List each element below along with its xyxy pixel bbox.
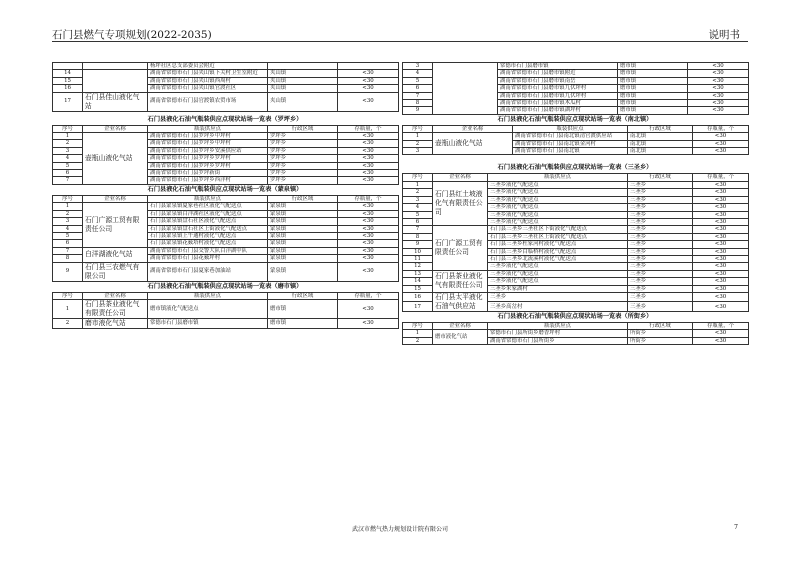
table-cell: 湖南省常德市石门县夹山镇西周村 bbox=[148, 77, 268, 84]
table-cell: <30 bbox=[338, 299, 399, 318]
table-cell: 湖南省常德市石门县罗坪乡中坪村 bbox=[148, 140, 268, 147]
table-cell: 2 bbox=[53, 318, 83, 328]
table-row bbox=[53, 133, 399, 140]
table-cell: <30 bbox=[338, 247, 399, 254]
table-cell: 夹山镇 bbox=[268, 85, 338, 92]
table-cell: 夹山镇 bbox=[268, 77, 338, 84]
table-cell: 三圣乡液化气配送点 bbox=[488, 263, 628, 270]
table-cell: 所街乡 bbox=[628, 337, 693, 344]
table-cell: 磨市液化气站 bbox=[83, 318, 148, 328]
table-row bbox=[53, 70, 399, 77]
moshi-cont-table bbox=[402, 62, 749, 115]
table-cell: 湖南省常德市石门县夏家巷加油站 bbox=[148, 262, 268, 281]
table-cell: 三圣乡 bbox=[628, 255, 693, 262]
column-header: 存瓶量，个 bbox=[693, 322, 749, 329]
table-cell: 5 bbox=[53, 162, 83, 169]
table-cell: 三圣乡 bbox=[628, 292, 693, 302]
table-cell: <30 bbox=[688, 70, 749, 77]
table-cell: 石门县三圣乡三圣社区上街液化气配送点 bbox=[488, 233, 628, 240]
column-header: 存瓶量，个 bbox=[338, 292, 399, 299]
table-cell: 湖南省常德市石门县磨市镇湖坪村 bbox=[498, 107, 618, 114]
table-cell: 壶瓶山液化气站 bbox=[433, 133, 513, 155]
table-cell: 罗坪乡 bbox=[268, 147, 338, 154]
table-cell: 6 bbox=[53, 170, 83, 177]
table-cell: 3 bbox=[53, 218, 83, 225]
column-header: 瓶装供应点 bbox=[488, 322, 628, 329]
table-cell: 磨市镇 bbox=[618, 92, 688, 99]
table-cell: <30 bbox=[338, 85, 399, 92]
table-cell: 15 bbox=[53, 77, 83, 84]
table-cell: 湖南省常德市石门县磨市镇九伏坪村 bbox=[498, 92, 618, 99]
table-cell: 湖南省常德市石门县官渡镇农贸市场 bbox=[148, 92, 268, 111]
table-cell: 罗坪乡 bbox=[268, 155, 338, 162]
column-header: 企业名称 bbox=[433, 174, 488, 181]
table-cell: 4 bbox=[403, 70, 433, 77]
table-cell: 磨市镇 bbox=[618, 100, 688, 107]
table-cell: 湖南省常德市石门县花薮坪村 bbox=[148, 255, 268, 262]
table-cell: 石门县佳山液化气站 bbox=[83, 92, 148, 111]
table-cell: <30 bbox=[338, 140, 399, 147]
table-cell: 罗坪乡 bbox=[268, 170, 338, 177]
table-cell: 湖南省常德市石门县南北镇金河村 bbox=[513, 140, 628, 147]
table-cell: <30 bbox=[338, 225, 399, 232]
table-cell: 石门县三圣乡杜家河村液化气配送点 bbox=[488, 241, 628, 248]
table-cell: <30 bbox=[693, 181, 749, 188]
table-cell: 南北镇 bbox=[628, 140, 693, 147]
table-cell: 1 bbox=[403, 181, 433, 188]
table-cell: 7 bbox=[53, 177, 83, 184]
table-cell: 罗坪乡 bbox=[268, 133, 338, 140]
moshi-title: 石门县液化石油气瓶装供应点现状站场一览表（磨市镇） bbox=[147, 282, 303, 290]
table-cell: 湖南省常德市石门县夹山镇官渡社区 bbox=[148, 85, 268, 92]
table-cell: 三圣乡液化气配送点 bbox=[488, 278, 628, 285]
table-cell: 5 bbox=[403, 211, 433, 218]
table-cell: 15 bbox=[403, 285, 433, 292]
table-cell: 1 bbox=[53, 133, 83, 140]
table-cell: <30 bbox=[693, 189, 749, 196]
table-cell: 白洋湖液化气站 bbox=[83, 247, 148, 262]
table-cell: 三圣乡 bbox=[628, 181, 693, 188]
table-cell: <30 bbox=[338, 218, 399, 225]
table-cell: 湖南省常德市石门县磨市镇九伏坪村 bbox=[498, 85, 618, 92]
table-cell: 2 bbox=[403, 337, 433, 344]
table-cell: 三圣乡液化气配送点 bbox=[488, 211, 628, 218]
table-cell: 蒙泉镇 bbox=[268, 203, 338, 210]
table-cell bbox=[83, 63, 148, 70]
table-cell: 5 bbox=[403, 77, 433, 84]
table-cell: <30 bbox=[693, 255, 749, 262]
table-cell: 14 bbox=[403, 278, 433, 285]
table-cell: 石门县三农燃气有限公司 bbox=[83, 262, 148, 281]
table-cell: 蒙泉镇 bbox=[268, 262, 338, 281]
table-cell: <30 bbox=[688, 107, 749, 114]
table-cell: 磨市镇 bbox=[618, 77, 688, 84]
table-cell: 7 bbox=[403, 226, 433, 233]
table-cell: 三圣乡 bbox=[628, 204, 693, 211]
table-cell: <30 bbox=[693, 248, 749, 255]
column-header: 序号 bbox=[53, 195, 83, 202]
table-cell: 所街乡 bbox=[628, 330, 693, 337]
moshi-table bbox=[52, 292, 399, 329]
table-cell: 湖南省常德市石门县罗坪乡罗坪村 bbox=[148, 162, 268, 169]
table-cell: <30 bbox=[693, 278, 749, 285]
table-row bbox=[53, 292, 399, 299]
column-header: 瓶装供应点 bbox=[488, 174, 628, 181]
table-cell: 3 bbox=[403, 63, 433, 70]
section-label: 说明书 bbox=[708, 29, 740, 41]
table-cell: 石门广源工贸有限责任公司 bbox=[433, 226, 488, 270]
column-header: 瓶装供应点 bbox=[513, 125, 628, 132]
table-cell: <30 bbox=[338, 170, 399, 177]
table-cell: 石门县蒙泉镇夏家巷社区液化气配送点 bbox=[148, 203, 268, 210]
table-cell: 2 bbox=[403, 140, 433, 147]
column-header: 序号 bbox=[53, 292, 83, 299]
table-cell: 1 bbox=[53, 299, 83, 318]
table-cell: 磨市镇 bbox=[268, 299, 338, 318]
table-cell: 三圣乡 bbox=[628, 226, 693, 233]
column-header: 行政区域 bbox=[628, 174, 693, 181]
table-cell: 磨市镇 bbox=[618, 70, 688, 77]
column-header: 存瓶量，个 bbox=[338, 125, 399, 132]
column-header: 存瓶量，个 bbox=[693, 174, 749, 181]
table-cell: <30 bbox=[338, 147, 399, 154]
column-header: 企业名称 bbox=[433, 322, 488, 329]
table-cell bbox=[338, 63, 399, 70]
column-header: 行政区域 bbox=[628, 125, 693, 132]
table-cell: <30 bbox=[693, 133, 749, 140]
column-header: 企业名称 bbox=[83, 195, 148, 202]
table-cell: 湖南省常德市石门县南北镇清官渡供应站 bbox=[513, 133, 628, 140]
table-cell: <30 bbox=[338, 262, 399, 281]
table-cell: <30 bbox=[693, 233, 749, 240]
table-cell: <30 bbox=[338, 318, 399, 328]
table-cell: 4 bbox=[53, 225, 83, 232]
table-cell: 17 bbox=[403, 302, 433, 312]
table-cell: 三圣乡液化气配送点 bbox=[488, 270, 628, 277]
column-header: 行政区域 bbox=[628, 322, 693, 329]
table-cell: 常德市石门县磨市镇 bbox=[498, 63, 618, 70]
column-header: 企业名称 bbox=[83, 292, 148, 299]
table-cell: <30 bbox=[688, 92, 749, 99]
table-cell: 壶瓶山液化气站 bbox=[83, 133, 148, 185]
table-cell: 夹山镇 bbox=[268, 92, 338, 111]
table-cell: 三圣乡 bbox=[628, 233, 693, 240]
table-row bbox=[53, 195, 399, 202]
table-cell: <30 bbox=[693, 211, 749, 218]
left-column bbox=[52, 62, 398, 329]
nanbei-table bbox=[402, 125, 749, 156]
table-cell: 石门县茶业液化气有限责任公司 bbox=[433, 270, 488, 292]
table-cell: <30 bbox=[693, 302, 749, 312]
table-cell: 罗坪乡 bbox=[268, 177, 338, 184]
table-cell: 湖南省常德市石门县交警大队白洋湖中队 bbox=[148, 247, 268, 254]
table-cell: <30 bbox=[338, 92, 399, 111]
table-cell: 三圣乡 bbox=[628, 211, 693, 218]
table-cell: <30 bbox=[338, 240, 399, 247]
table-row bbox=[53, 92, 399, 111]
table-cell: 石门县蒙泉镇白洋湖社区液化气配送点 bbox=[148, 210, 268, 217]
column-header: 瓶装供应点 bbox=[148, 125, 268, 132]
table-cell: 石门县蒙泉镇上午通村液化气配送点 bbox=[148, 232, 268, 239]
table-cell: <30 bbox=[688, 77, 749, 84]
table-cell: 磨市镇 bbox=[618, 107, 688, 114]
table-cell: <30 bbox=[338, 255, 399, 262]
table-cell: 三圣乡液化气配送点 bbox=[488, 196, 628, 203]
column-header: 存瓶量，个 bbox=[693, 125, 749, 132]
table-cell: 3 bbox=[403, 196, 433, 203]
table-row bbox=[403, 174, 749, 181]
table-cell: <30 bbox=[693, 226, 749, 233]
table-cell: 蒙泉镇 bbox=[268, 247, 338, 254]
table-row bbox=[403, 330, 749, 337]
table-cell: 三圣乡 bbox=[628, 241, 693, 248]
table-cell: 7 bbox=[403, 92, 433, 99]
page-number: 7 bbox=[734, 524, 738, 531]
table-cell: 8 bbox=[403, 100, 433, 107]
table-cell: <30 bbox=[693, 218, 749, 225]
table-cell: 16 bbox=[403, 292, 433, 302]
table-cell: 4 bbox=[403, 204, 433, 211]
column-header: 序号 bbox=[53, 125, 83, 132]
table-cell: 6 bbox=[403, 218, 433, 225]
table-cell: <30 bbox=[693, 337, 749, 344]
table-cell: <30 bbox=[693, 270, 749, 277]
table-cell: 三圣乡液化气配送点 bbox=[488, 204, 628, 211]
table-cell: 湖南省常德市石门县罗坪乡罗坪村 bbox=[148, 155, 268, 162]
table-row bbox=[403, 125, 749, 132]
xiashan-cont-table bbox=[52, 62, 399, 112]
table-row bbox=[53, 299, 399, 318]
sansheng-title: 石门县液化石油气瓶装供应点现状站场一览表（三圣乡） bbox=[497, 164, 653, 172]
column-header: 行政区域 bbox=[268, 292, 338, 299]
table-cell: 7 bbox=[53, 247, 83, 254]
table-cell: 三圣乡 bbox=[628, 189, 693, 196]
sansheng-table bbox=[402, 173, 749, 312]
table-cell: 4 bbox=[53, 155, 83, 162]
table-cell: 3 bbox=[403, 148, 433, 155]
table-cell: 9 bbox=[403, 107, 433, 114]
table-cell: 13 bbox=[403, 270, 433, 277]
table-cell: 湖南省常德市石门县罗坪乡中坪村 bbox=[148, 133, 268, 140]
table-cell: <30 bbox=[693, 196, 749, 203]
column-header: 存瓶量，个 bbox=[338, 195, 399, 202]
table-cell: 湖南省常德市石门县罗坪乡安溪供应站 bbox=[148, 147, 268, 154]
table-cell: 5 bbox=[53, 232, 83, 239]
table-cell: <30 bbox=[693, 241, 749, 248]
table-cell: 常德市石门县磨市镇 bbox=[148, 318, 268, 328]
table-cell: <30 bbox=[338, 162, 399, 169]
table-row bbox=[53, 262, 399, 281]
table-cell: <30 bbox=[688, 100, 749, 107]
table-cell: 湖南省常德市石门县罗坪乡西洋村 bbox=[148, 177, 268, 184]
table-row bbox=[403, 181, 749, 188]
column-header: 序号 bbox=[403, 125, 433, 132]
table-cell bbox=[433, 63, 498, 115]
table-cell: 蒙泉镇 bbox=[268, 232, 338, 239]
table-cell: 湖南省常德市石门县夹山镇下关村卫生室附近 bbox=[148, 70, 268, 77]
table-cell: <30 bbox=[688, 63, 749, 70]
table-cell: <30 bbox=[693, 140, 749, 147]
table-row bbox=[53, 63, 399, 70]
page-header bbox=[52, 27, 748, 42]
table-row bbox=[53, 203, 399, 210]
luoping-title: 石门县液化石油气瓶装供应点现状站场一览表（罗坪乡） bbox=[147, 115, 303, 123]
table-cell: 湖南省常德市石门县南北镇 bbox=[513, 148, 628, 155]
table-cell: <30 bbox=[693, 263, 749, 270]
table-cell: 8 bbox=[403, 233, 433, 240]
mengquan-table bbox=[52, 195, 399, 282]
table-cell: 蒙泉镇 bbox=[268, 240, 338, 247]
right-column bbox=[402, 62, 748, 345]
table-cell: 11 bbox=[403, 255, 433, 262]
table-cell: 3 bbox=[53, 147, 83, 154]
table-cell: 17 bbox=[53, 92, 83, 111]
table-cell: 磨市镇液化气配送点 bbox=[148, 299, 268, 318]
table-row bbox=[403, 322, 749, 329]
table-cell: 三圣乡 bbox=[628, 248, 693, 255]
table-cell: <30 bbox=[693, 292, 749, 302]
table-cell: 9 bbox=[53, 262, 83, 281]
mengquan-title: 石门县液化石油气瓶装供应点现状站场一览表（蒙泉镇） bbox=[147, 185, 303, 193]
table-cell: 蒙泉镇 bbox=[268, 255, 338, 262]
table-cell: 三圣乡 bbox=[628, 302, 693, 312]
table-cell: 磨市镇 bbox=[268, 318, 338, 328]
table-cell: 南北镇 bbox=[628, 133, 693, 140]
table-row bbox=[53, 125, 399, 132]
column-header: 序号 bbox=[403, 174, 433, 181]
table-row bbox=[53, 318, 399, 328]
table-cell: 湖南省常德市石门县磨市镇附近 bbox=[498, 70, 618, 77]
column-header: 序号 bbox=[403, 322, 433, 329]
table-cell: 石门县太平液化石油气供应站 bbox=[433, 292, 488, 311]
table-cell: 石门县茶业液化气有限责任公司 bbox=[83, 299, 148, 318]
column-header: 企业名称 bbox=[83, 125, 148, 132]
table-cell: <30 bbox=[338, 203, 399, 210]
table-cell: 三圣乡液化气配送点 bbox=[488, 218, 628, 225]
luoping-table bbox=[52, 125, 399, 185]
table-row bbox=[403, 133, 749, 140]
column-header: 企业名称 bbox=[433, 125, 513, 132]
table-cell: 常德市石门县所街乡磨香坪村 bbox=[488, 330, 628, 337]
footer-company: 武汉市燃气热力规划设计院有限公司 bbox=[351, 526, 448, 533]
column-header: 行政区域 bbox=[268, 195, 338, 202]
table-cell: 2 bbox=[53, 210, 83, 217]
table-row bbox=[403, 270, 749, 277]
table-cell: 杨坪社区总支部委员会附近 bbox=[148, 63, 268, 70]
column-header: 瓶装供应点 bbox=[148, 292, 268, 299]
column-header: 瓶装供应点 bbox=[148, 195, 268, 202]
table-cell: <30 bbox=[693, 330, 749, 337]
table-cell: 夹山镇 bbox=[268, 70, 338, 77]
table-cell: 16 bbox=[53, 85, 83, 92]
table-cell: <30 bbox=[693, 204, 749, 211]
table-cell: 6 bbox=[403, 85, 433, 92]
table-cell: 2 bbox=[403, 189, 433, 196]
table-cell: <30 bbox=[338, 210, 399, 217]
table-cell: 三圣乡 bbox=[628, 263, 693, 270]
table-cell: 罗坪乡 bbox=[268, 140, 338, 147]
table-row bbox=[403, 226, 749, 233]
table-cell: 1 bbox=[403, 133, 433, 140]
suojie-table bbox=[402, 322, 749, 345]
table-row bbox=[403, 63, 749, 70]
suojie-title: 石门县液化石油气瓶装供应点现状站场一览表（所街乡） bbox=[497, 312, 653, 320]
nanbei-title: 石门县液化石油气瓶装供应点现状站场一览表（南北镇） bbox=[497, 115, 653, 123]
table-row bbox=[403, 292, 749, 302]
table-cell: 石门县蒙泉镇盘石社区上街液化气配送点 bbox=[148, 225, 268, 232]
table-cell: <30 bbox=[338, 133, 399, 140]
table-cell: 石门县蒙泉镇盘石社区液化气配送点 bbox=[148, 218, 268, 225]
table-cell: <30 bbox=[688, 85, 749, 92]
table-cell: 石门广源工贸有限责任公司 bbox=[83, 203, 148, 247]
table-cell: 蒙泉镇 bbox=[268, 225, 338, 232]
table-cell: 湖南省常德市石门县所街乡 bbox=[488, 337, 628, 344]
table-cell: 石门县蒙泉镇花薮塔村液化气配送点 bbox=[148, 240, 268, 247]
table-cell bbox=[83, 70, 148, 92]
table-cell: 磨市镇 bbox=[618, 63, 688, 70]
table-cell: 石门县三圣乡三圣社区下街液化气配送点 bbox=[488, 226, 628, 233]
table-cell: 三圣乡液化气配送点 bbox=[488, 181, 628, 188]
table-cell: <30 bbox=[693, 148, 749, 155]
table-cell: 2 bbox=[53, 140, 83, 147]
table-cell: 磨市液化气站 bbox=[433, 330, 488, 345]
table-cell: 湖南省常德市石门县磨市镇南岳 bbox=[498, 77, 618, 84]
table-cell: 10 bbox=[403, 248, 433, 255]
table-cell: 6 bbox=[53, 240, 83, 247]
table-cell: 湖南省常德市石门县磨市镇木瓜村 bbox=[498, 100, 618, 107]
table-cell: 蒙泉镇 bbox=[268, 218, 338, 225]
table-cell: 三圣乡 bbox=[628, 196, 693, 203]
table-cell: 1 bbox=[53, 203, 83, 210]
doc-title: 石门县燃气专项规划(2022-2035) bbox=[52, 29, 212, 41]
table-cell: 9 bbox=[403, 241, 433, 248]
table-cell: 磨市镇 bbox=[618, 85, 688, 92]
table-cell bbox=[268, 63, 338, 70]
table-cell bbox=[53, 63, 83, 70]
table-cell: 三圣乡液化气配送点 bbox=[488, 189, 628, 196]
table-cell: 14 bbox=[53, 70, 83, 77]
table-cell: <30 bbox=[338, 70, 399, 77]
table-row bbox=[53, 247, 399, 254]
table-cell: 三圣乡 bbox=[488, 292, 628, 302]
table-cell: <30 bbox=[338, 155, 399, 162]
table-cell: <30 bbox=[338, 177, 399, 184]
table-cell: 南北镇 bbox=[628, 148, 693, 155]
table-cell: <30 bbox=[338, 77, 399, 84]
table-cell: 三圣乡 bbox=[628, 270, 693, 277]
table-cell: 石门县红土坡液化气有限责任公司 bbox=[433, 181, 488, 225]
table-cell: <30 bbox=[693, 285, 749, 292]
column-header: 行政区域 bbox=[268, 125, 338, 132]
table-cell: 8 bbox=[53, 255, 83, 262]
table-cell: 1 bbox=[403, 330, 433, 337]
table-cell: 三圣乡 bbox=[628, 278, 693, 285]
table-cell: 三圣乡 bbox=[628, 218, 693, 225]
table-cell: 12 bbox=[403, 263, 433, 270]
table-cell: 三圣乡高岔村 bbox=[488, 302, 628, 312]
table-cell: 三圣乡朱家湖村 bbox=[488, 285, 628, 292]
table-cell: 蒙泉镇 bbox=[268, 210, 338, 217]
table-cell: 石门县三圣乡白临桥村液化气配送点 bbox=[488, 248, 628, 255]
table-cell: <30 bbox=[338, 232, 399, 239]
table-cell: 三圣乡 bbox=[628, 285, 693, 292]
table-cell: 罗坪乡 bbox=[268, 162, 338, 169]
table-cell: 湖南省常德市石门县罗坪新街 bbox=[148, 170, 268, 177]
table-cell: 石门县三圣乡北流溪村液化气配送点 bbox=[488, 255, 628, 262]
